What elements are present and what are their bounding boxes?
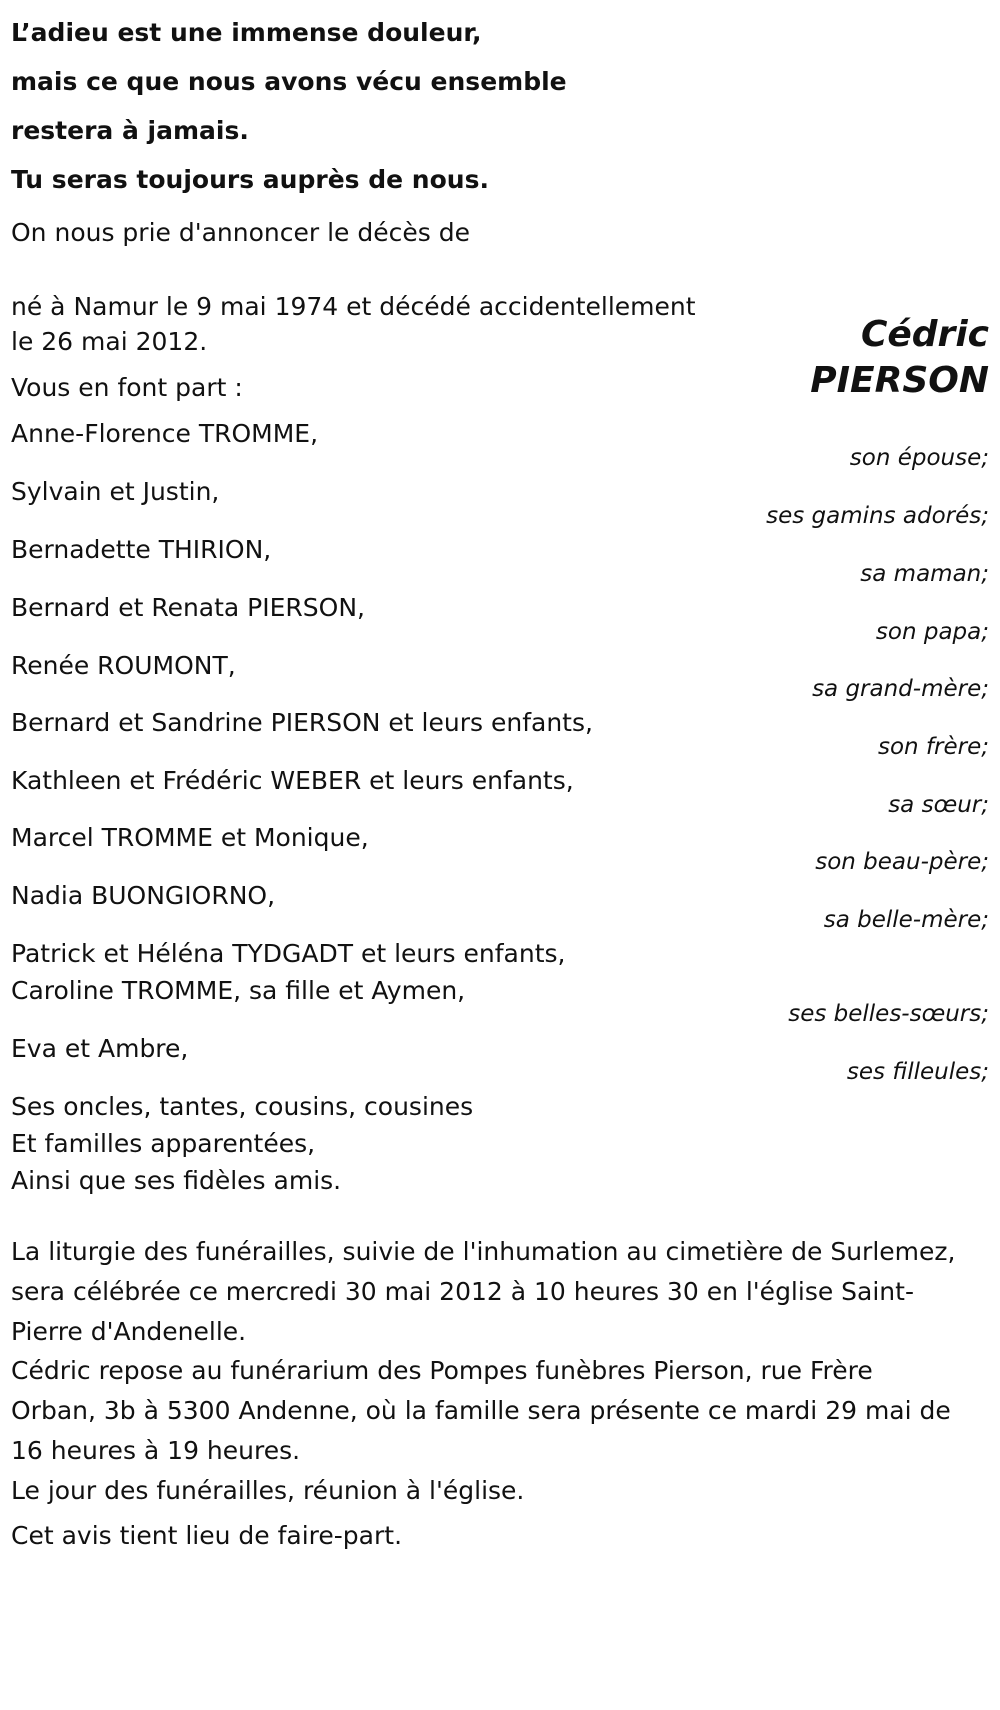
family-name: Bernard et Sandrine PIERSON et leurs enfants, [11, 708, 593, 737]
poem-line: L’adieu est une immense douleur, [11, 18, 482, 47]
first-name: Cédric [860, 314, 989, 355]
poem-line: mais ce que nous avons vécu ensemble [11, 67, 567, 96]
poem-line: Tu seras toujours auprès de nous. [11, 165, 489, 194]
family-relation: ses belles-sœurs; [788, 1001, 989, 1027]
family-relation: son papa; [875, 619, 989, 645]
family-name: Kathleen et Frédéric WEBER et leurs enfants, [11, 766, 574, 795]
family-relation: ses gamins adorés; [766, 503, 989, 529]
family-name: Bernard et Renata PIERSON, [11, 593, 365, 622]
meeting-text: Le jour des funérailles, réunion à l'église. [11, 1476, 525, 1505]
intro-text: On nous prie d'annoncer le décès de [11, 218, 470, 247]
family-relation: son épouse; [849, 445, 989, 471]
family-relation: son beau-père; [815, 849, 989, 875]
family-name: Renée ROUMONT, [11, 651, 236, 680]
birth-line: né à Namur le 9 mai 1974 et décédé accidentellement [11, 292, 696, 321]
family-relation: sa belle-mère; [823, 907, 989, 933]
death-line: le 26 mai 2012. [11, 327, 208, 356]
family-name: Anne-Florence TROMME, [11, 419, 319, 448]
notice-text: Cet avis tient lieu de faire-part. [11, 1521, 403, 1550]
family-relation: sa sœur; [888, 792, 989, 818]
poem-line: restera à jamais. [11, 116, 249, 145]
announcers-intro: Vous en font part : [11, 373, 243, 402]
others-line: Ainsi que ses fidèles amis. [11, 1166, 342, 1195]
family-name: Caroline TROMME, sa fille et Aymen, [11, 976, 466, 1005]
poem [11, 8, 567, 204]
family-name: Eva et Ambre, [11, 1034, 189, 1063]
family-relation: son frère; [877, 734, 989, 760]
liturgy-paragraph: La liturgie des funérailles, suivie de l'inhumation au cimetière de Surlemez, sera célébrée ce mercredi 30 mai 2012 à 10 heures 30 en l'église Saint-Pierre d'Andenelle. [11, 1237, 956, 1346]
family-name: Nadia BUONGIORNO, [11, 881, 276, 910]
family-name: Bernadette THIRION, [11, 535, 272, 564]
funerarium-paragraph: Cédric repose au funérarium des Pompes funèbres Pierson, rue Frère Orban, 3b à 5300 Andenne, où la famille sera présente ce mardi 29 mai de 16 heures à 19 heures. [11, 1356, 951, 1465]
others-line: Ses oncles, tantes, cousins, cousines [11, 1092, 474, 1121]
family-name: Marcel TROMME et Monique, [11, 823, 369, 852]
family-relation: sa maman; [860, 561, 989, 587]
deceased-name [810, 312, 989, 404]
family-name: Sylvain et Justin, [11, 477, 220, 506]
family-relation: sa grand-mère; [812, 676, 989, 702]
family-relation: ses filleules; [846, 1059, 989, 1085]
last-name: PIERSON [810, 360, 989, 401]
others-line: Et familles apparentées, [11, 1129, 316, 1158]
family-name: Patrick et Héléna TYDGADT et leurs enfants, [11, 939, 566, 968]
